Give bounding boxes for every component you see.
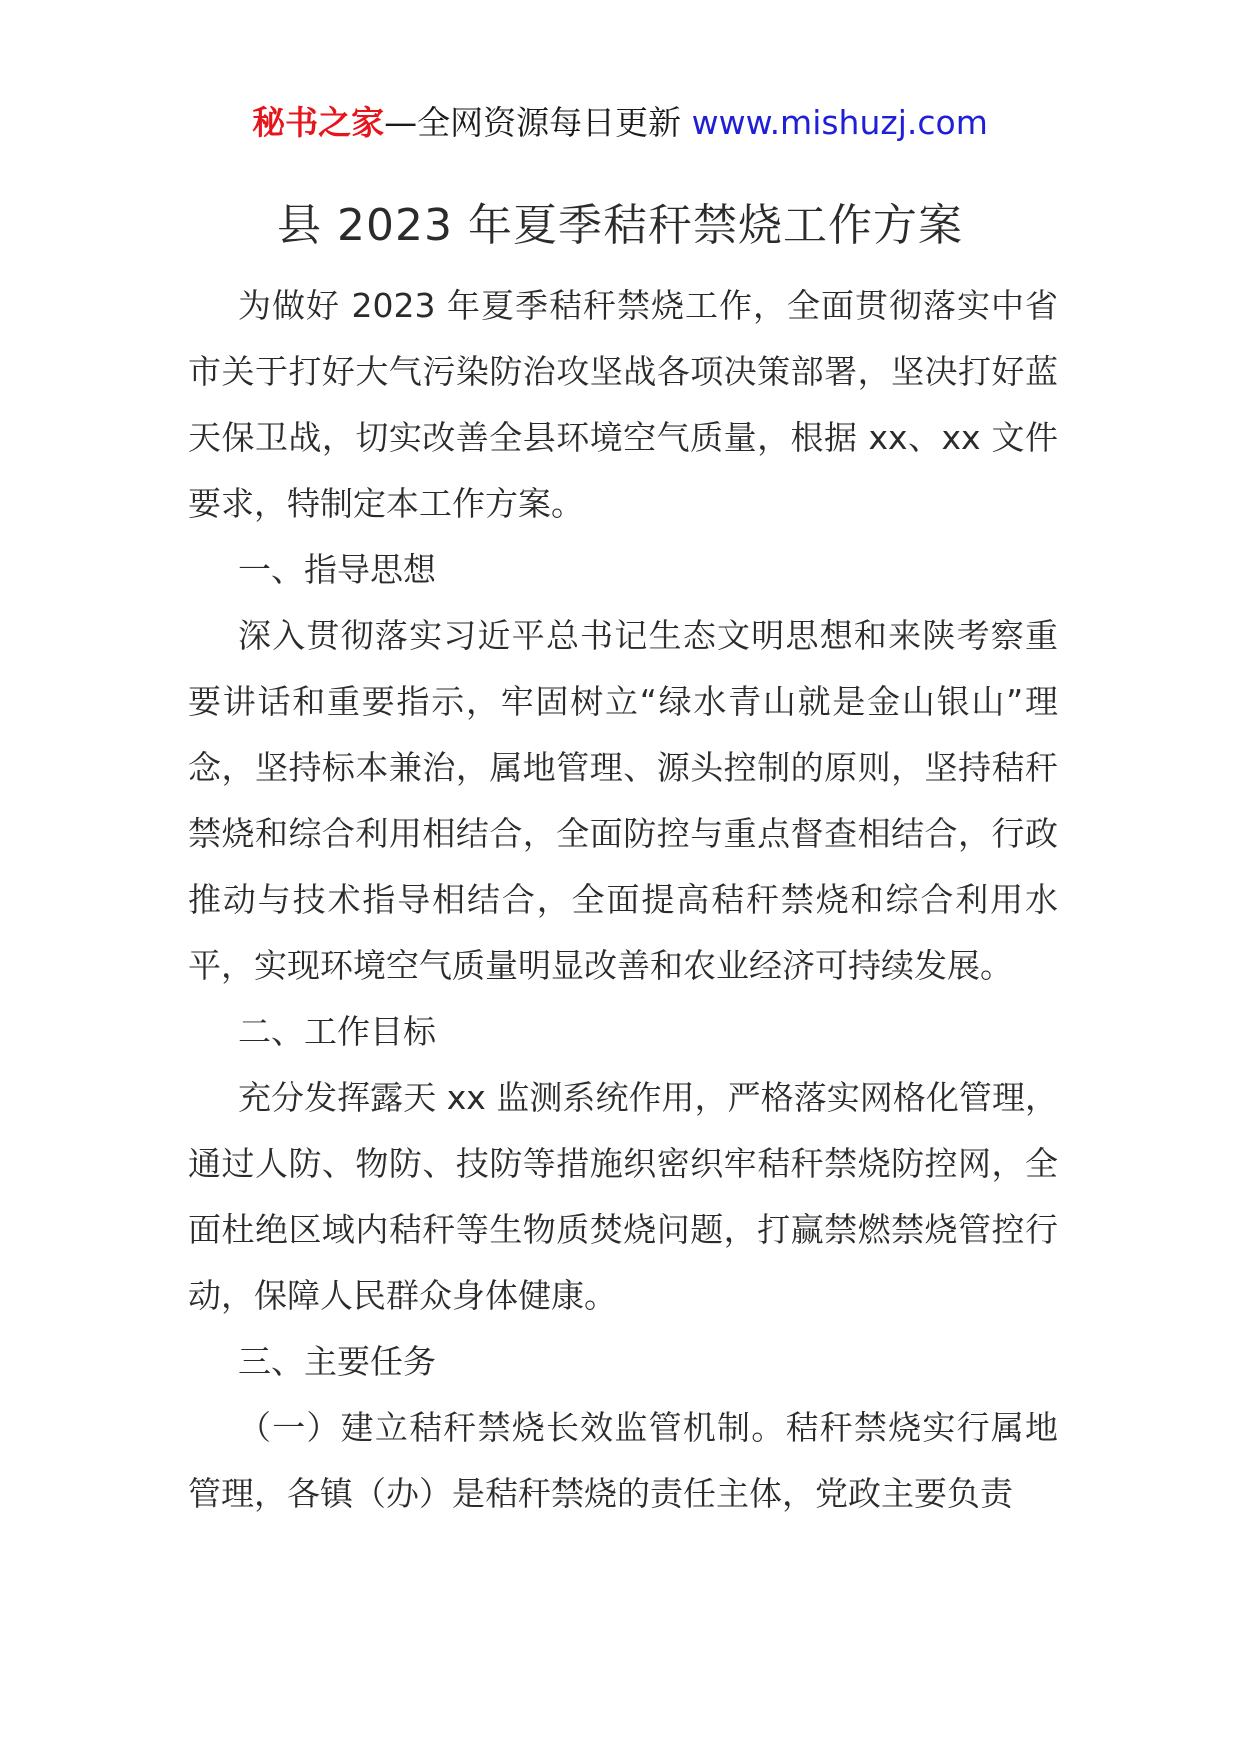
section-paragraph-work-goals: 充分发挥露天 xx 监测系统作用，严格落实网格化管理，通过人防、物防、技防等措施织密织牢秸秆禁烧防控网，全面杜绝区域内秸秆等生物质焚烧问题，打赢禁燃禁烧管控行动，保障人民群众身体健康。 (188, 1078, 1058, 1315)
intro-paragraph: 为做好 2023 年夏季秸秆禁烧工作，全面贯彻落实中省市关于打好大气污染防治攻坚战各项决策部署，坚决打好蓝天保卫战，切实改善全县环境空气质量，根据 xx、xx 文件要求，特制定本工作方案。 (188, 286, 1058, 523)
section-heading-guiding-thought: 一、指导思想 (238, 550, 436, 589)
section-heading-work-goals: 二、工作目标 (238, 1012, 436, 1051)
section-heading-main-tasks: 三、主要任务 (238, 1342, 436, 1381)
site-brand: 秘书之家 (252, 103, 385, 142)
site-header (0, 98, 1240, 148)
site-url-link[interactable]: www.mishuzj.com (691, 103, 988, 142)
section-paragraph-guiding-thought: 深入贯彻落实习近平总书记生态文明思想和来陕考察重要讲话和重要指示，牢固树立“绿水青山就是金山银山”理念，坚持标本兼治，属地管理、源头控制的原则，坚持秸秆禁烧和综合利用相结合，全面防控与重点督查相结合，行政推动与技术指导相结合，全面提高秸秆禁烧和综合利用水平，实现环境空气质量明显改善和农业经济可持续发展。 (188, 616, 1058, 985)
document-title: 县 2023 年夏季秸秆禁烧工作方案 (277, 200, 963, 251)
section-paragraph-main-tasks: （一）建立秸秆禁烧长效监管机制。秸秆禁烧实行属地管理，各镇（办）是秸秆禁烧的责任主体，党政主要负责 (188, 1408, 1058, 1513)
site-tagline: —全网资源每日更新 (384, 103, 682, 142)
document-body (188, 273, 1058, 1527)
